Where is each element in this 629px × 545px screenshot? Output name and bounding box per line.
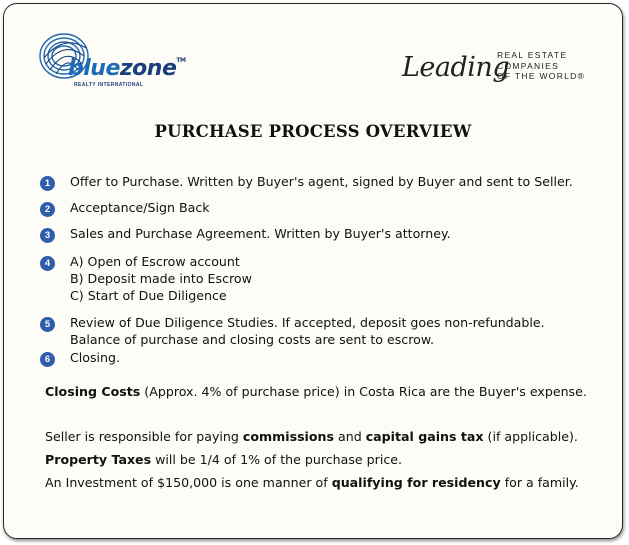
step-number-badge: 3 (40, 228, 55, 243)
investment-text: for a family. (500, 475, 579, 490)
notes-section (45, 474, 600, 492)
step-number-badge: 6 (40, 352, 55, 367)
bluezone-subtitle: REALTY INTERNATIONAL (74, 82, 144, 88)
leading-tag-line-2: COMPANIES (497, 60, 560, 71)
step-line: Balance of purchase and closing costs are sent to escrow. (70, 332, 434, 347)
step-line: Review of Due Diligence Studies. If accepted, deposit goes non-refundable. (70, 315, 545, 330)
investment-text: An Investment of $150,000 is one manner of (45, 475, 332, 490)
step-number-badge: 1 (40, 176, 55, 191)
notes-section (45, 451, 600, 469)
bluezone-wordmark (68, 58, 185, 80)
bluezone-logo (34, 28, 186, 110)
seller-note (45, 428, 600, 446)
leading-wordmark: Leading (402, 52, 510, 83)
step-text (70, 253, 252, 304)
bluezone-word-zone: zone (119, 56, 177, 81)
bluezone-word-blue: blue (68, 56, 120, 81)
residency-label: qualifying for residency (331, 475, 501, 490)
step-line: C) Start of Due Diligence (70, 288, 227, 303)
commissions-label: commissions (242, 429, 334, 444)
notes-section (45, 428, 600, 446)
leading-logo (402, 48, 592, 88)
property-tax-note (45, 451, 600, 469)
step-number-badge: 2 (40, 202, 55, 217)
step-text (70, 199, 210, 216)
bluezone-tm: TM (176, 57, 186, 64)
notes-section (45, 383, 600, 401)
step-line: Offer to Purchase. Written by Buyer's agent, signed by Buyer and sent to Seller. (70, 174, 573, 189)
property-tax-text: will be 1/4 of 1% of the purchase price. (151, 452, 403, 467)
closing-costs-note (45, 383, 600, 401)
leading-tag-line-1: REAL ESTATE (497, 50, 568, 60)
property-tax-label: Property Taxes (45, 452, 152, 467)
step-line: Closing. (70, 350, 121, 365)
closing-costs-label: Closing Costs (45, 384, 141, 399)
step-number-badge: 5 (40, 317, 55, 332)
leading-tag-line-3: OF THE WORLD® (497, 71, 586, 81)
step-text (70, 314, 545, 348)
seller-text: Seller is responsible for paying (45, 429, 243, 444)
seller-text: and (334, 429, 366, 444)
leading-tagline (497, 50, 585, 82)
investment-note (45, 474, 600, 492)
seller-text: (if applicable). (483, 429, 578, 444)
capital-gains-label: capital gains tax (365, 429, 484, 444)
step-line: Sales and Purchase Agreement. Written by Buyer's attorney. (70, 226, 451, 241)
overview-card (3, 3, 623, 539)
step-line: B) Deposit made into Escrow (70, 271, 252, 286)
step-line: Acceptance/Sign Back (70, 200, 210, 215)
step-text (70, 349, 120, 366)
step-text (70, 225, 451, 242)
closing-costs-text: (Approx. 4% of purchase price) in Costa Rica are the Buyer's expense. (140, 384, 587, 399)
step-number-badge: 4 (40, 256, 55, 271)
step-line: A) Open of Escrow account (70, 254, 240, 269)
step-text (70, 173, 573, 190)
page-title: PURCHASE PROCESS OVERVIEW (154, 122, 472, 141)
